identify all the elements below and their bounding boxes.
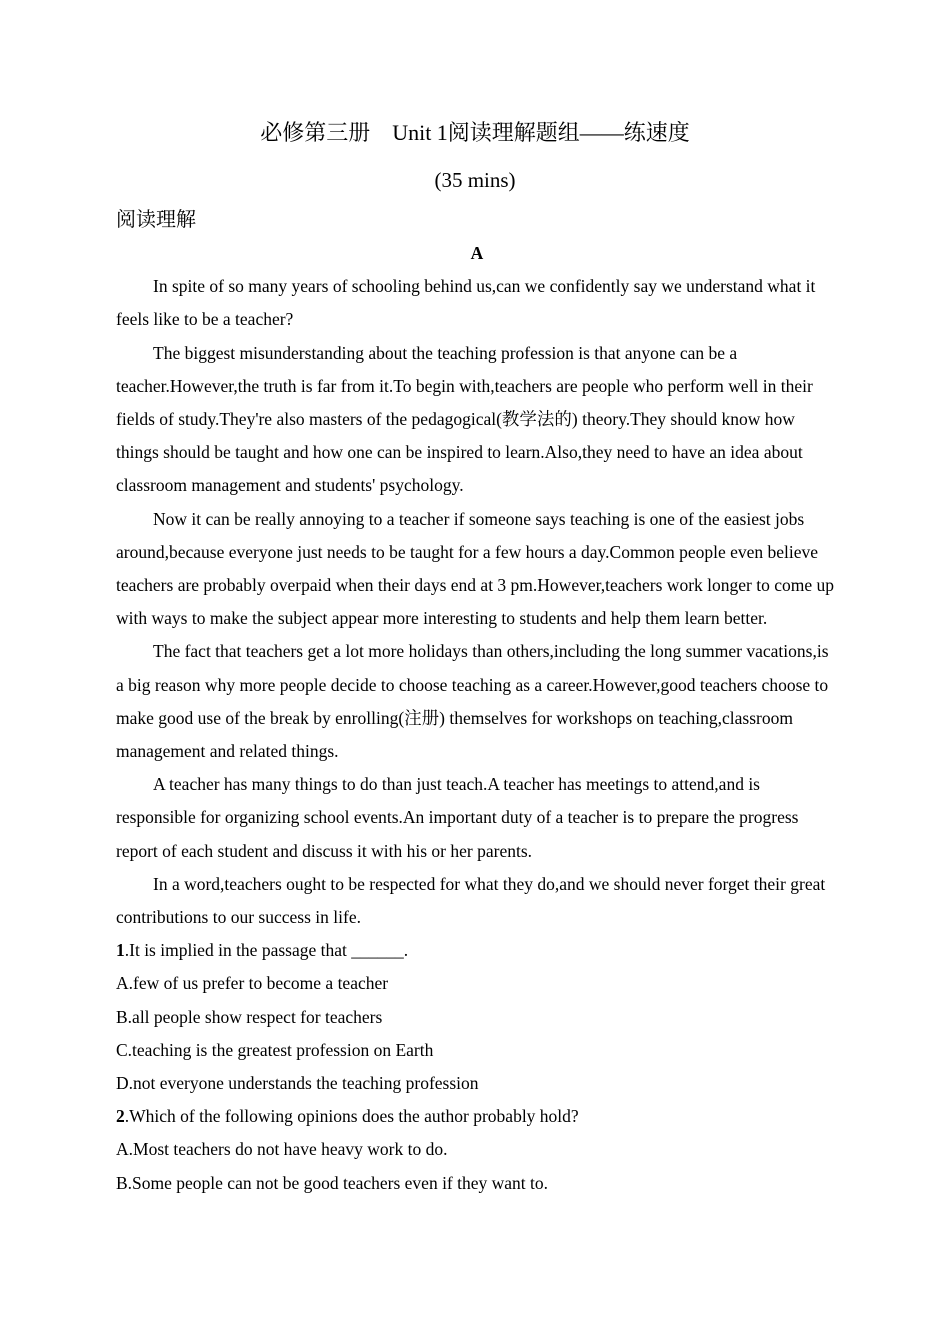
- answer-option: A.Most teachers do not have heavy work to do.: [116, 1139, 448, 1160]
- passage-paragraph: In spite of so many years of schooling behind us,can we confidently say we understand what it feels like to be a teacher?: [116, 276, 816, 330]
- question-text: .It is implied in the passage that ______.: [124, 940, 409, 961]
- passage-paragraph: The biggest misunderstanding about the teaching profession is that anyone can be a teacher.However,the truth is far from it.To begin with,teachers are people who perform well in their fields of study.They're also masters of the pedagogical(教学法的) theory.They should know how things should be taught and how one can be inspired to learn.Also,they need to have an idea about classroom management and students' psychology.: [116, 342, 813, 496]
- answer-option: B.all people show respect for teachers: [116, 1006, 383, 1027]
- question-number: 2: [116, 1106, 125, 1127]
- time-limit: (35 mins): [434, 168, 516, 192]
- passage-label: A: [470, 243, 484, 263]
- answer-option: D.not everyone understands the teaching profession: [116, 1073, 479, 1094]
- section-heading: 阅读理解: [116, 207, 196, 231]
- question-stem: [116, 934, 838, 967]
- passage-paragraph: A teacher has many things to do than just teach.A teacher has meetings to attend,and is responsible for organizing school events.An important duty of a teacher is to prepare the progress report of each student and discuss it with his or her parents.: [116, 774, 799, 861]
- question-stem: [116, 1100, 838, 1133]
- answer-option: A.few of us prefer to become a teacher: [116, 973, 389, 994]
- passage-paragraph: In a word,teachers ought to be respected for what they do,and we should never forget their great contributions to our success in life.: [116, 873, 826, 928]
- page-title: 必修第三册 Unit 1阅读理解题组——练速度: [260, 120, 690, 145]
- answer-option: C.teaching is the greatest profession on Earth: [116, 1039, 434, 1060]
- content-body: [116, 237, 838, 1200]
- passage-paragraph: Now it can be really annoying to a teacher if someone says teaching is one of the easiest jobs around,because everyone just needs to be taught for a few hours a day.Common people even believe teachers are probably overpaid when their days end at 3 pm.However,teachers work longer to come up with ways to make the subject appear more interesting to students and help them learn better.: [116, 508, 834, 629]
- answer-option: B.Some people can not be good teachers even if they want to.: [116, 1172, 549, 1193]
- question-text: .Which of the following opinions does the author probably hold?: [124, 1106, 579, 1127]
- question-number: 1: [116, 940, 125, 961]
- passage-paragraph: The fact that teachers get a lot more holidays than others,including the long summer vacations,is a big reason why more people decide to choose teaching as a career.However,good teachers choose to make good use of the break by enrolling(注册) themselves for workshops on teaching,classroom management and related things.: [116, 641, 829, 762]
